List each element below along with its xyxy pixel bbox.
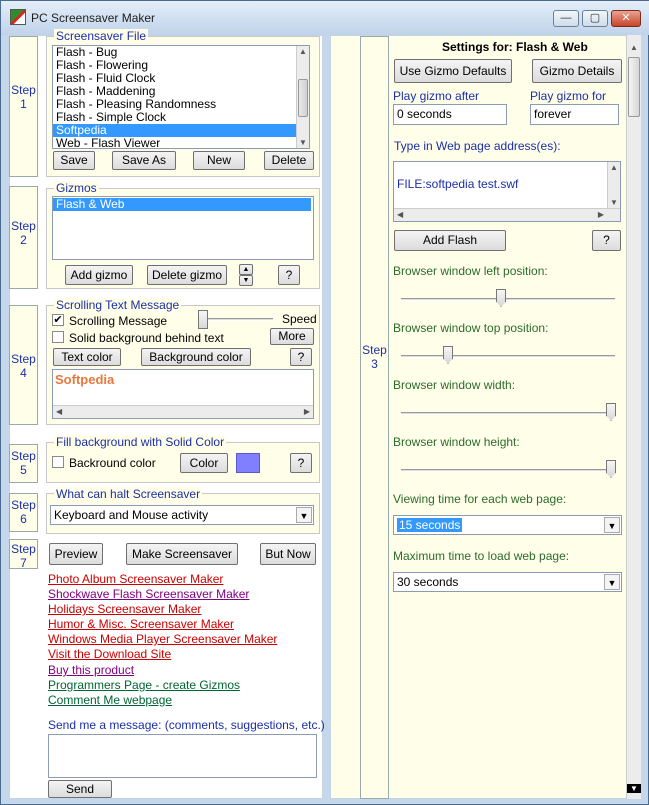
app-icon (10, 9, 26, 25)
scroll-down-icon[interactable]: ▼ (610, 198, 618, 207)
scrolling-message-checkbox[interactable]: ✔ (53, 314, 63, 326)
scroll-down-icon[interactable]: ▼ (627, 784, 641, 793)
use-gizmo-defaults-button[interactable]: Use Gizmo Defaults (394, 59, 512, 83)
scroll-right-icon[interactable]: ▶ (597, 210, 604, 219)
text-color-button[interactable]: Text color (53, 348, 121, 366)
add-flash-button[interactable]: Add Flash (394, 230, 506, 251)
move-up-icon[interactable]: ▲ (239, 264, 253, 275)
scrolling-message-label: Scrolling Message (69, 314, 168, 328)
speed-label: Speed (282, 312, 317, 326)
link-holidays[interactable]: Holidays Screensaver Maker (48, 602, 202, 616)
viewing-time-label: Viewing time for each web page: (393, 492, 567, 506)
step-7-label: Step 7 (9, 539, 38, 569)
screensaver-list-item[interactable]: Flash - Flowering (56, 58, 149, 72)
preview-text: Softpedia (55, 372, 115, 387)
delete-button[interactable]: Delete (264, 151, 314, 170)
maximize-button[interactable]: ▢ (582, 10, 608, 27)
speed-track (199, 318, 273, 321)
more-button[interactable]: More (270, 328, 314, 345)
step-3-label: Step 3 (360, 36, 389, 799)
left-position-track (401, 298, 615, 301)
width-label: Browser window width: (393, 378, 516, 392)
gizmos-label: Gizmos (56, 181, 97, 195)
link-photo-album[interactable]: Photo Album Screensaver Maker (48, 572, 224, 586)
address-hscrollbar[interactable] (394, 208, 620, 221)
link-comment-me[interactable]: Comment Me webpage (48, 693, 173, 707)
max-load-time-label: Maximum time to load web page: (393, 549, 570, 563)
address-textarea[interactable] (393, 161, 621, 222)
scroll-thumb[interactable] (298, 79, 308, 117)
window-title: PC Screensaver Maker (31, 11, 156, 25)
scroll-down-icon[interactable]: ▼ (299, 138, 307, 147)
solid-background-label: Solid background behind text (69, 331, 224, 345)
save-button[interactable]: Save (53, 151, 95, 170)
minimize-button[interactable]: — (553, 10, 579, 27)
fill-color-button[interactable]: Color (180, 453, 228, 473)
fill-background-label: Fill background with Solid Color (56, 435, 225, 449)
link-shockwave-flash[interactable]: Shockwave Flash Screensaver Maker (48, 587, 250, 601)
gizmos-list[interactable] (52, 196, 314, 260)
scroll-right-icon[interactable]: ▶ (303, 407, 310, 416)
backround-color-label: Backround color (69, 456, 156, 470)
scrolling-text-label: Scrolling Text Message (56, 298, 180, 312)
screensaver-list-item[interactable]: Flash - Bug (56, 45, 118, 59)
settings-title: Settings for: Flash & Web (442, 40, 588, 54)
screensaver-list-item[interactable]: Flash - Simple Clock (56, 110, 167, 124)
backround-color-checkbox[interactable] (52, 456, 64, 468)
address-vscrollbar[interactable] (607, 162, 620, 208)
screensaver-list-item[interactable]: Flash - Fluid Clock (56, 71, 156, 85)
address-label: Type in Web page address(es): (394, 139, 561, 153)
play-after-input[interactable]: 0 seconds (393, 104, 507, 125)
gizmo-details-button[interactable]: Gizmo Details (532, 59, 622, 83)
height-track (401, 469, 615, 472)
fill-help-button[interactable]: ? (290, 453, 312, 473)
address-value: FILE:softpedia test.swf (397, 177, 519, 191)
play-for-input[interactable]: forever (530, 104, 619, 125)
halt-label: What can halt Screensaver (56, 487, 201, 501)
link-buy-product[interactable]: Buy this product (48, 663, 135, 677)
screensaver-file-label: Screensaver File (56, 29, 147, 43)
left-position-label: Browser window left position: (393, 264, 548, 278)
scroll-left-icon[interactable]: ◀ (397, 210, 404, 219)
settings-scrollbar[interactable] (626, 35, 641, 799)
gizmo-item[interactable]: Flash & Web (53, 198, 311, 211)
link-download-site[interactable]: Visit the Download Site (48, 647, 172, 661)
screensaver-list-item[interactable]: Flash - Pleasing Randomness (56, 97, 217, 111)
new-button[interactable]: New (193, 151, 245, 170)
add-gizmo-button[interactable]: Add gizmo (65, 265, 133, 285)
buy-now-button[interactable]: But Now (260, 543, 316, 565)
message-label: Send me a message: (comments, suggestions, etc.) (48, 718, 325, 732)
message-textarea[interactable] (48, 734, 317, 778)
scroll-up-icon[interactable]: ▲ (610, 163, 618, 172)
chevron-down-icon[interactable]: ▼ (604, 574, 620, 590)
scroll-thumb[interactable] (628, 57, 640, 117)
screensaver-list[interactable] (52, 45, 310, 149)
link-windows-media-player[interactable]: Windows Media Player Screensaver Maker (48, 632, 278, 646)
delete-gizmo-button[interactable]: Delete gizmo (147, 265, 227, 285)
preview-hscrollbar[interactable] (53, 405, 313, 418)
screensaver-list-scrollbar[interactable] (296, 46, 309, 148)
height-label: Browser window height: (393, 435, 520, 449)
save-as-button[interactable]: Save As (112, 151, 176, 170)
halt-select[interactable] (50, 505, 314, 525)
step-2-label: Step 2 (9, 186, 38, 289)
screensaver-list-item[interactable]: Web - Flash Viewer (56, 136, 161, 149)
message-preview-box[interactable] (52, 369, 314, 419)
background-color-button[interactable]: Background color (141, 348, 251, 366)
make-screensaver-button[interactable]: Make Screensaver (126, 543, 238, 565)
settings-help-button[interactable]: ? (592, 230, 621, 251)
chevron-down-icon[interactable]: ▼ (604, 517, 620, 533)
step-4-label: Step 4 (9, 305, 38, 425)
close-button[interactable]: ✕ (611, 10, 641, 27)
viewing-time-value: 15 seconds (399, 518, 461, 532)
speed-slider[interactable] (198, 310, 208, 329)
preview-button[interactable]: Preview (49, 543, 103, 565)
scroll-left-icon[interactable]: ◀ (56, 407, 63, 416)
max-load-time-select[interactable] (393, 572, 622, 592)
width-track (401, 412, 615, 415)
scrolling-help-button[interactable]: ? (290, 348, 312, 366)
solid-background-checkbox[interactable] (52, 331, 64, 343)
move-down-icon[interactable]: ▼ (239, 275, 253, 286)
send-button[interactable]: Send (48, 780, 112, 798)
top-position-label: Browser window top position: (393, 321, 549, 335)
step-5-label: Step 5 (9, 444, 38, 483)
chevron-down-icon[interactable]: ▼ (296, 507, 312, 523)
step-1-label: Step 1 (9, 36, 38, 177)
play-for-label: Play gizmo for (530, 89, 607, 103)
screensaver-list-item[interactable]: Softpedia (53, 124, 297, 137)
max-load-time-value: 30 seconds (397, 575, 459, 589)
link-humor[interactable]: Humor & Misc. Screensaver Maker (48, 617, 235, 631)
scroll-up-icon[interactable]: ▲ (299, 47, 307, 56)
screensaver-list-item[interactable]: Flash - Maddening (56, 84, 156, 98)
step-6-label: Step 6 (9, 493, 38, 532)
gizmos-help-button[interactable]: ? (278, 265, 300, 285)
play-after-label: Play gizmo after (393, 89, 480, 103)
halt-value: Keyboard and Mouse activity (54, 508, 209, 522)
scroll-up-icon[interactable]: ▲ (630, 43, 638, 52)
color-swatch[interactable] (236, 453, 260, 473)
link-programmers-page[interactable]: Programmers Page - create Gizmos (48, 678, 241, 692)
top-position-track (401, 355, 615, 358)
viewing-time-select[interactable] (393, 515, 622, 535)
